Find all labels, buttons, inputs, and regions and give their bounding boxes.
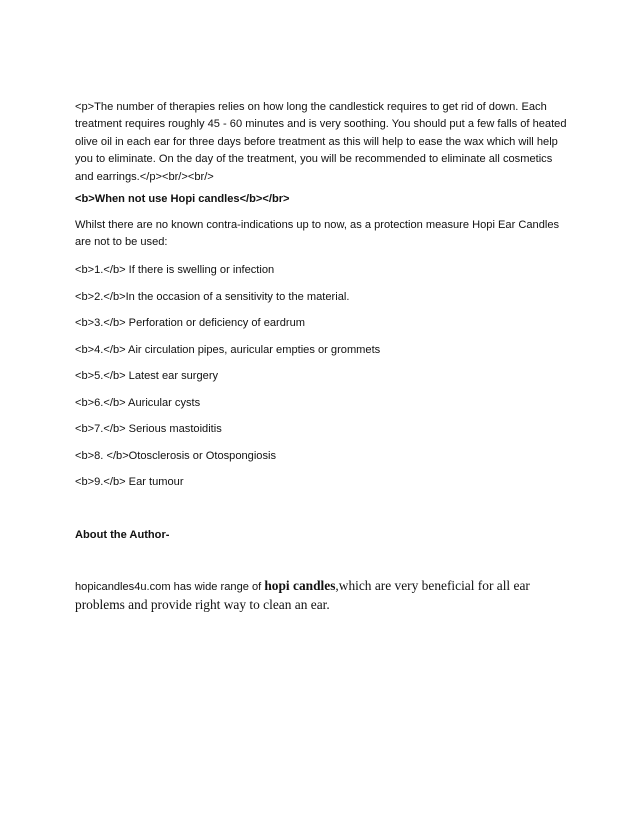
author-heading: About the Author- (75, 529, 170, 541)
author-site-text: hopicandles4u.com has wide range of (75, 581, 265, 593)
list-item: <b>5.</b> Latest ear surgery (75, 370, 219, 382)
section-heading: <b>When not use Hopi candles</b></br> (75, 193, 290, 205)
list-item: <b>6.</b> Auricular cysts (75, 397, 201, 409)
list-item: <b>4.</b> Air circulation pipes, auricular empties or grommets (75, 344, 381, 356)
author-bio (75, 576, 567, 614)
intro-paragraph: <p>The number of therapies relies on how long the candlestick requires to get rid of down. Each treatment requires roughly 45 - 60 minutes and is very soothing. You should put a few falls of heated olive oil in each ear for three days before treatment as this will help to ease the wax which will help you to eliminate. On the day of the treatment, you will be recommended to eliminate all cosmetics and earrings.</p><br/><br/> (75, 101, 567, 183)
lead-paragraph: Whilst there are no known contra-indications up to now, as a protection measure Hopi Ear Candles are not to be used: (75, 219, 560, 249)
list-item: <b>2.</b>In the occasion of a sensitivity to the material. (75, 291, 350, 303)
author-keyword: hopi candles (264, 578, 336, 593)
list-item: <b>8. </b>Otosclerosis or Otospongiosis (75, 450, 277, 462)
list-item: <b>1.</b> If there is swelling or infection (75, 264, 275, 276)
author-bio-rest: ,which are very beneficial for all ear problems and provide right way to clean an ear. (75, 578, 530, 612)
list-item: <b>3.</b> Perforation or deficiency of eardrum (75, 317, 306, 329)
list-item: <b>9.</b> Ear tumour (75, 476, 184, 488)
list-item: <b>7.</b> Serious mastoiditis (75, 423, 222, 435)
